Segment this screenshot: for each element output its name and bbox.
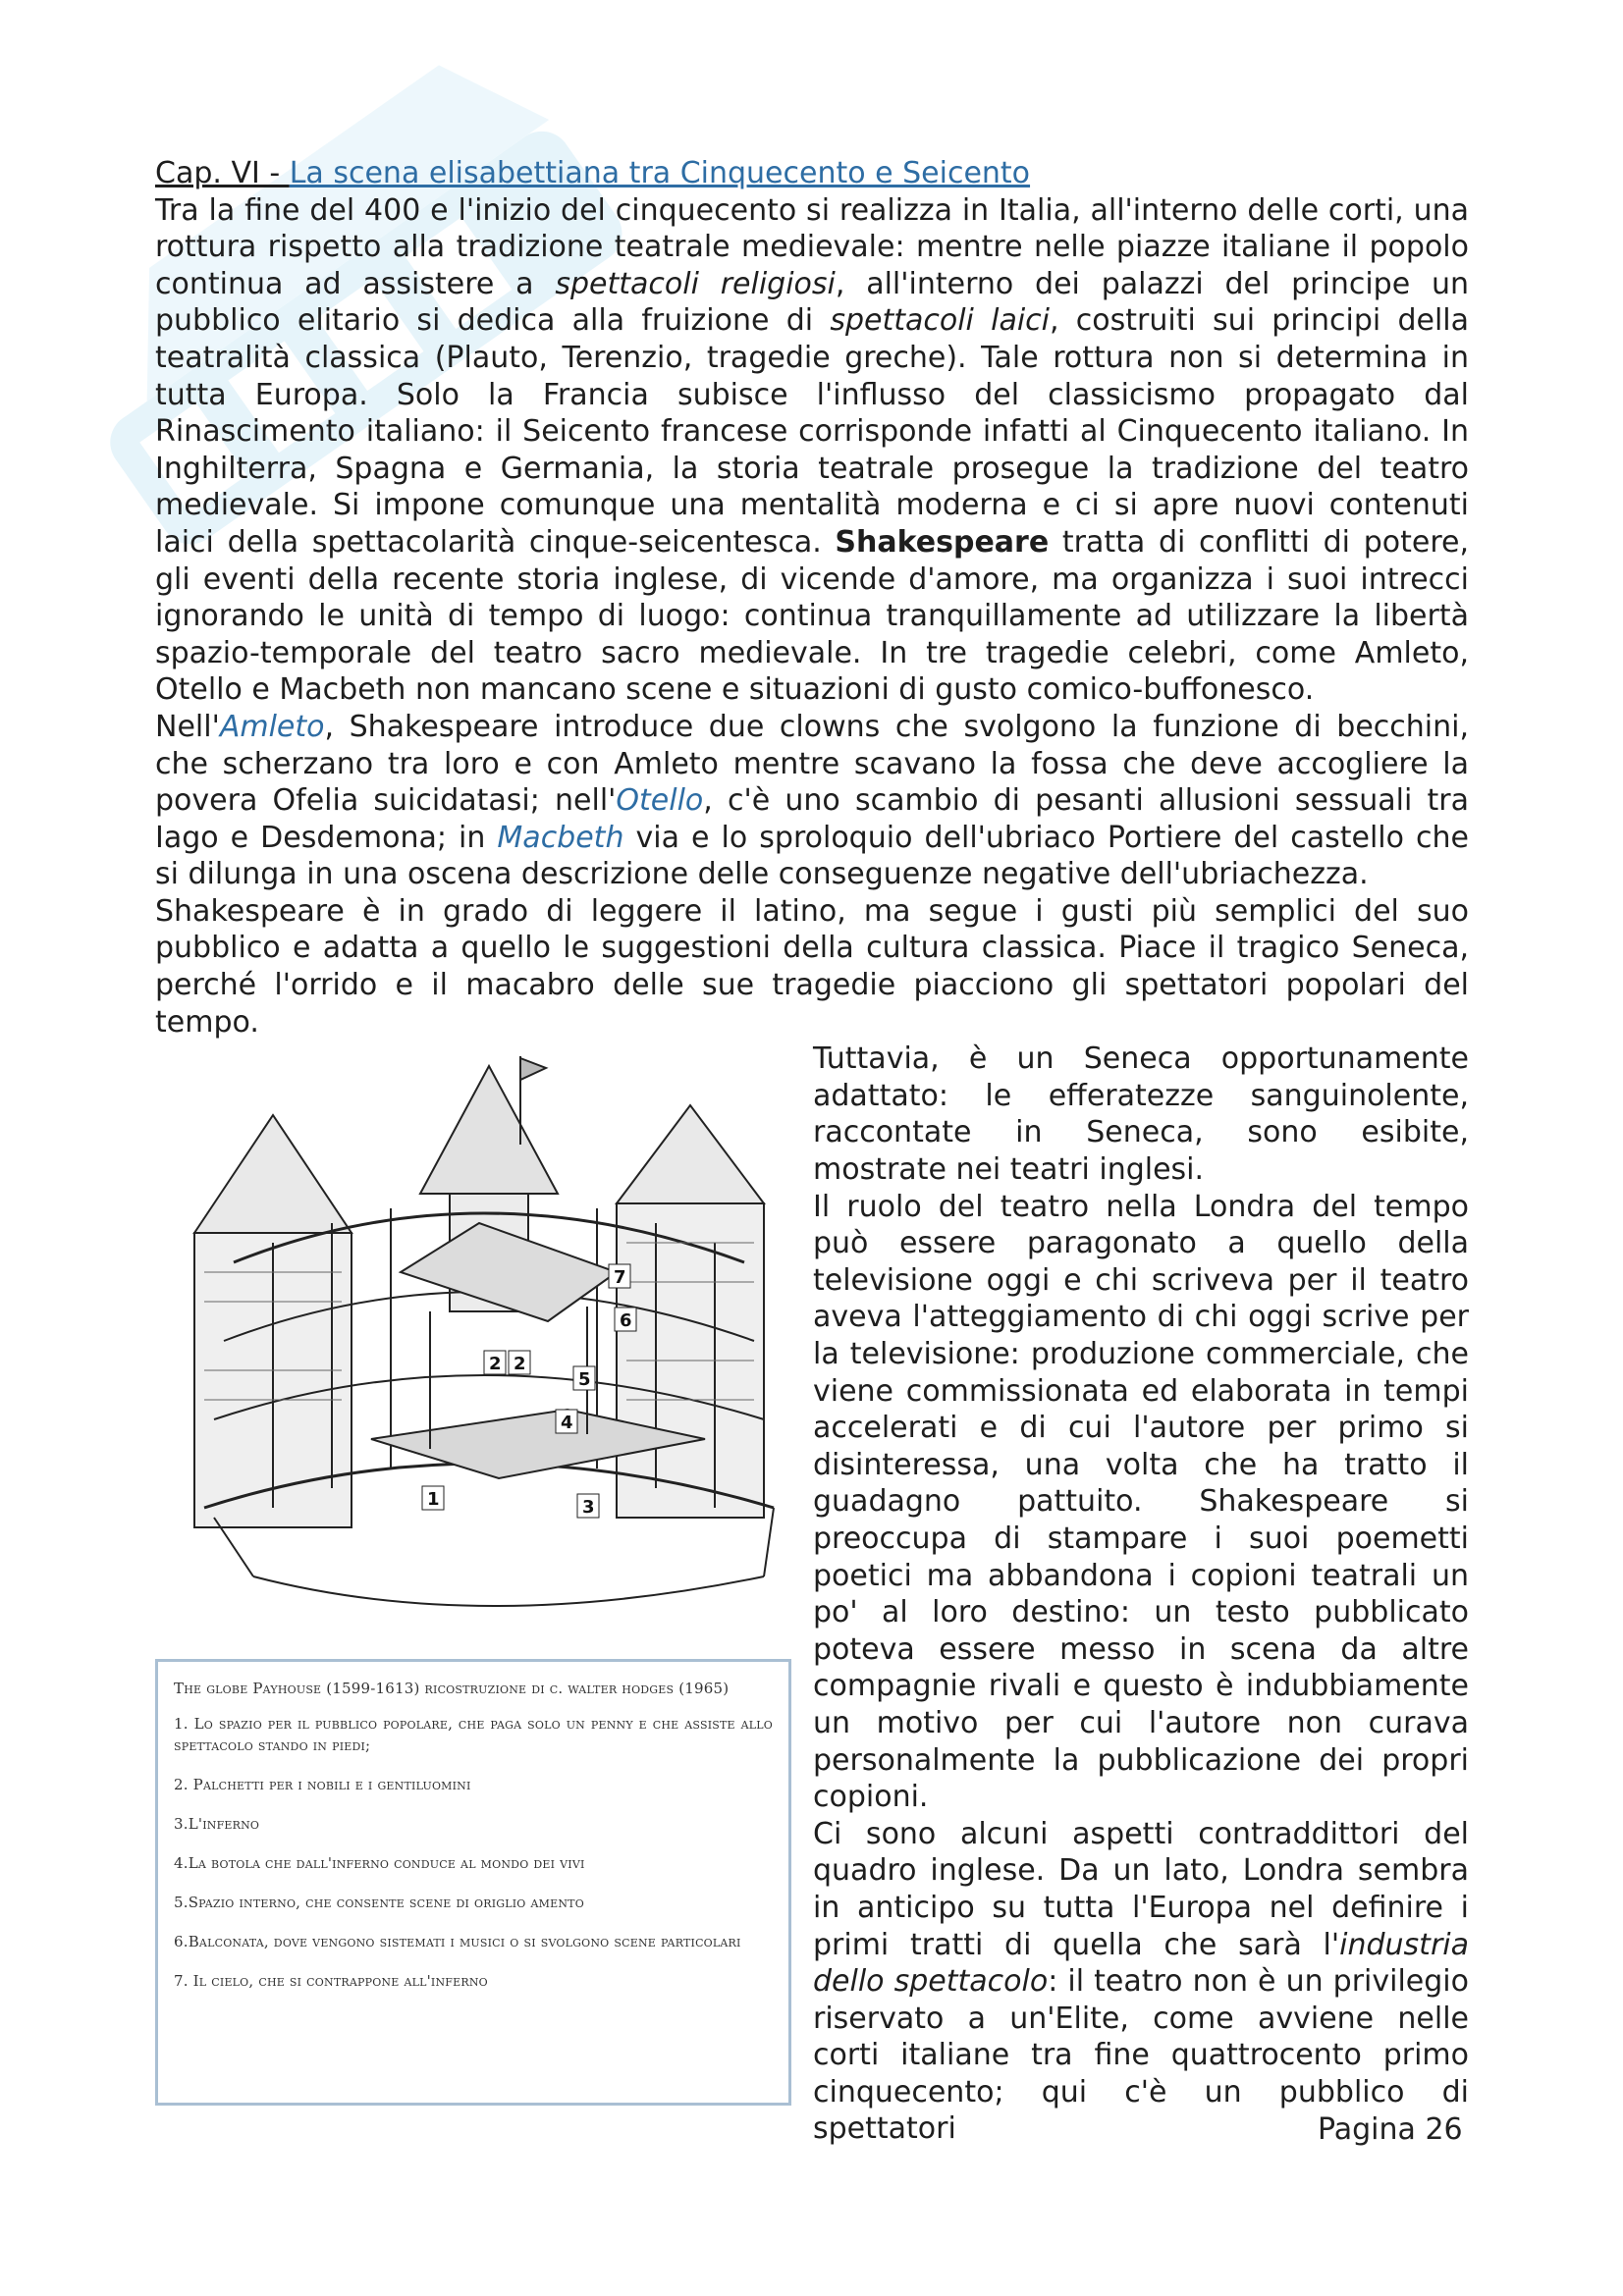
figure-label-6: [615, 1308, 636, 1331]
figure-label-7: [609, 1264, 630, 1288]
svg-text:2: 2: [514, 1354, 526, 1375]
figure-label-2a: [484, 1351, 506, 1374]
chapter-heading: [155, 155, 1469, 192]
caption-item-6: 6.Balconata, dove vengono sistemati i musici o si svolgono scene particolari: [174, 1933, 741, 1951]
figure-caption-box: [155, 1659, 791, 2106]
paragraph-2: Nell'Amleto, Shakespeare introduce due clowns che svolgono la funzione di becchini, che scherzano tra loro e con Amleto mentre scavano la fossa che deve accogliere la povera Ofelia suicidatasi; nell'Otello, c'è uno scambio di pesanti allusioni sessuali tra Iago e Desdemona; in Macbeth via e lo sproloquio dell'ubriaco Portiere del castello che si dilunga in una oscena descrizione delle conseguenze negative dell'ubriachezza.: [155, 709, 1470, 892]
caption-item-5: 5.Spazio interno, che consente scene di origlio amento: [174, 1894, 584, 1912]
caption-title: The globe Payhouse (1599-1613) ricostruzione di c. walter hodges (1965): [174, 1680, 730, 1698]
caption-item-1: 1. Lo spazio per il pubblico popolare, che paga solo un penny e che assiste allo spettacolo stando in piedi;: [174, 1715, 773, 1755]
caption-item-4: 4.La botola che dall'inferno conduce al mondo dei vivi: [174, 1854, 585, 1873]
right-text-column: [813, 1041, 1469, 2148]
figure-label-1: [422, 1486, 444, 1510]
svg-text:7: 7: [614, 1267, 626, 1289]
svg-text:1: 1: [427, 1489, 440, 1511]
caption-item-2: 2. Palchetti per i nobili e i gentiluomini: [174, 1776, 471, 1794]
paragraph-1: Tra la fine del 400 e l'inizio del cinquecento si realizza in Italia, all'interno delle corti, una rottura rispetto alla tradizione teatrale medievale: mentre nelle piazze italiane il popolo continua ad assistere a spettacoli religiosi, all'interno dei palazzi del principe un pubblico elitario si dedica alla fruizione di spettacoli laici, costruiti sui principi della teatralità classica (Plauto, Terenzio, tragedie greche). Tale rottura non si determina in tutta Europa. Solo la Francia subisce l'influsso del classicismo propagato dal Rinascimento italiano: il Seicento francese corrisponde infatti al Cinquecento italiano. In Inghilterra, Spagna e Germania, la storia teatrale prosegue la tradizione del teatro medievale. Si impone comunque una mentalità moderna e ci si apre nuovi contenuti laici della spettacolarità cinque-seicentesca. Shakespeare tratta di conflitti di potere, gli eventi della recente storia inglese, di vicende d'amore, ma organizza i suoi intrecci ignorando le unità di tempo di luogo: continua tranquillamente ad utilizzare la libertà spazio-temporale del teatro sacro medievale. In tre tragedie celebri, come Amleto, Otello e Macbeth non mancano scene e situazioni di gusto comico-buffonesco.: [155, 192, 1469, 708]
caption-item-3: 3.L'inferno: [174, 1815, 260, 1834]
caption-item-7: 7. Il cielo, che si contrappone all'inferno: [174, 1972, 488, 1991]
svg-text:6: 6: [620, 1310, 632, 1332]
svg-text:4: 4: [561, 1413, 573, 1434]
right-paragraph-1: Tuttavia, è un Seneca opportunamente adattato: le efferatezze sanguinolente, raccontate in Seneca, sono esibite, mostrate nei teatri inglesi.: [813, 1041, 1469, 1188]
globe-theatre-illustration: [155, 1046, 793, 1655]
chapter-title-link[interactable]: La scena elisabettiana tra Cinquecento e Seicento: [289, 156, 1031, 190]
figure-label-5: [573, 1366, 595, 1390]
right-paragraph-3: Ci sono alcuni aspetti contraddittori del quadro inglese. Da un lato, Londra sembra in anticipo su tutta l'Europa nel definire i primi tratti di quella che sarà l'industria dello spettacolo: il teatro non è un privilegio riservato a un'Elite, come avviene nelle corti italiane tra fine quattrocento primo cinquecento; qui c'è un pubblico di spettatori: [813, 1816, 1469, 2147]
chapter-prefix: Cap. VI -: [155, 156, 290, 190]
right-paragraph-2: Il ruolo del teatro nella Londra del tempo può essere paragonato a quello della televisione oggi e chi scriveva per il teatro aveva l'atteggiamento di chi oggi scrive per la televisione: produzione commerciale, che viene commissionata ed elaborata in tempi accelerati e di cui l'autore per primo si disinteressa, una volta che ha tratto il guadagno pattuito. Shakespeare si preoccupa di stampare i suoi poemetti poetici ma abbandona i copioni teatrali un po' al loro destino: un testo pubblicato poteva essere messo in scena da altre compagnie rivali e questo è indubbiamente un motivo per cui l'autore non curava personalmente la pubblicazione dei propri copioni.: [813, 1189, 1469, 1815]
svg-text:2: 2: [489, 1354, 502, 1375]
figure-label-4: [556, 1410, 577, 1433]
page-number: Pagina 26: [1318, 2112, 1463, 2147]
svg-text:3: 3: [582, 1497, 595, 1519]
svg-text:5: 5: [578, 1369, 591, 1391]
figure-label-3: [577, 1494, 599, 1518]
figure-label-2b: [509, 1351, 530, 1374]
paragraph-3: Shakespeare è in grado di leggere il latino, ma segue i gusti più semplici del suo pubblico e adatta a quello le suggestioni della cultura classica. Piace il tragico Seneca, perché l'orrido e il macabro delle sue tragedie piacciono gli spettatori popolari del tempo.: [155, 893, 1469, 1040]
